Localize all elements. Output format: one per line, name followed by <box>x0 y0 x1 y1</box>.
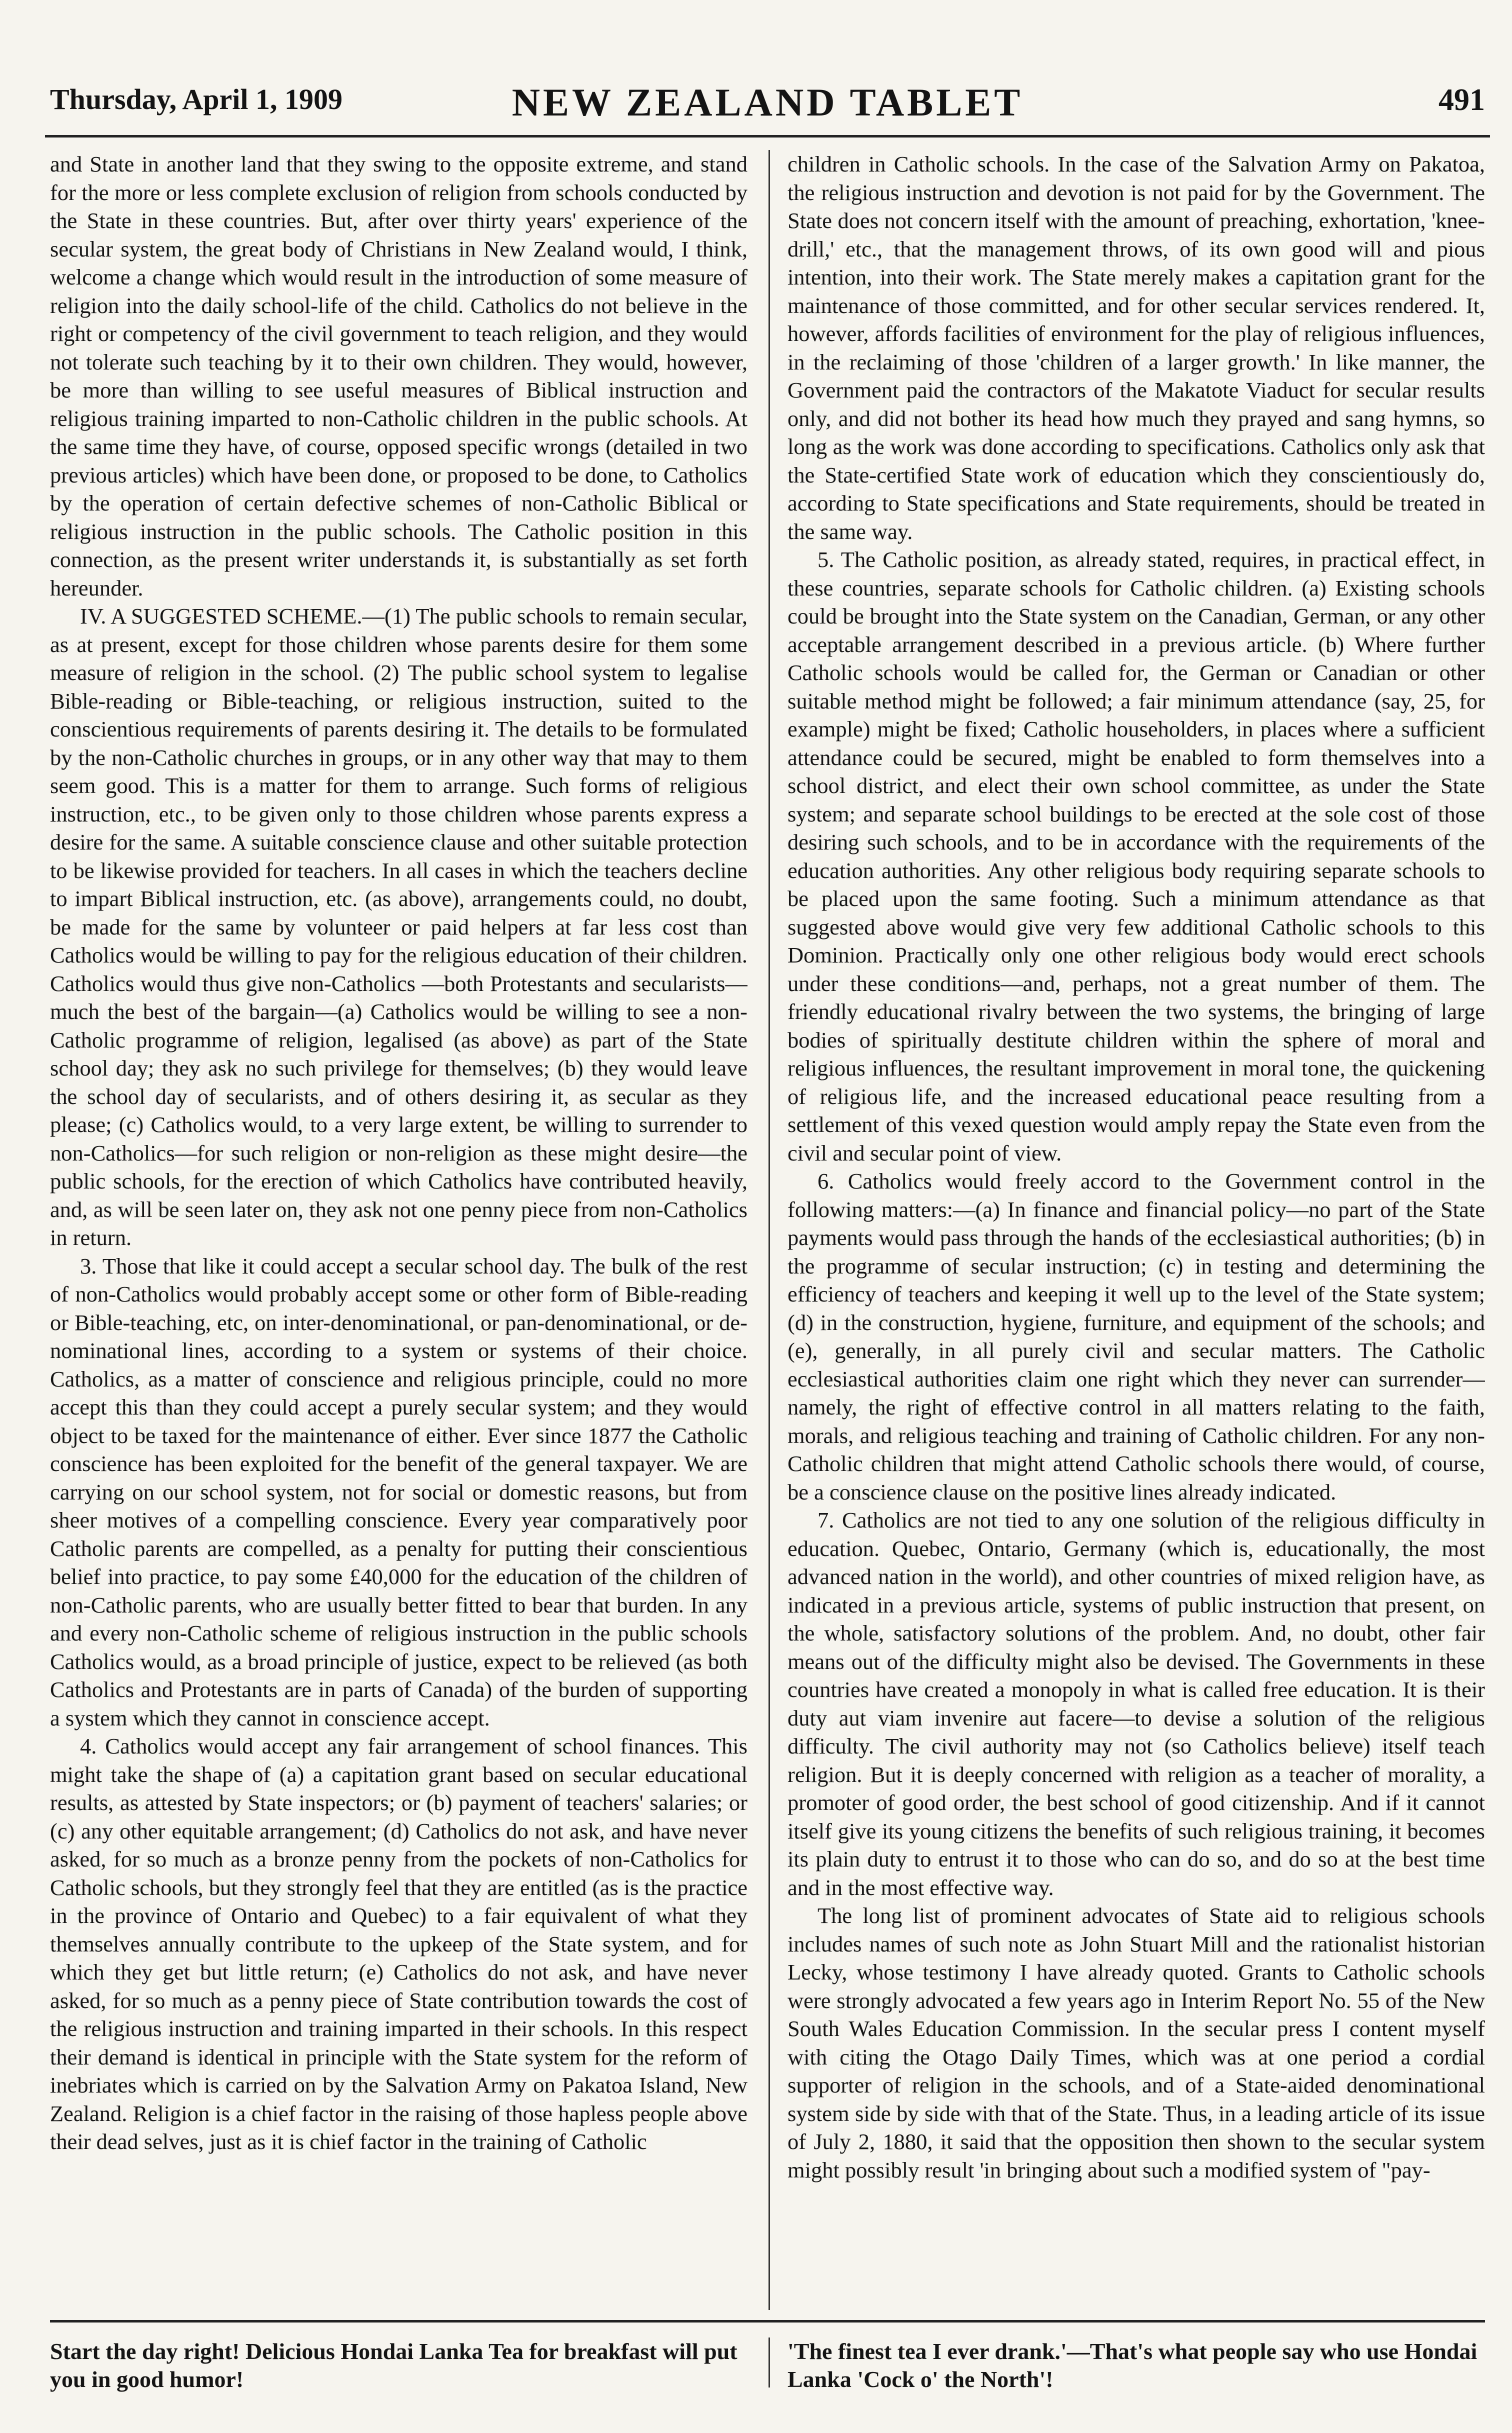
advertisement-strip <box>50 2320 1485 2392</box>
page-number: 491 <box>1438 83 1485 117</box>
masthead <box>45 75 1490 138</box>
left-column <box>50 150 748 2310</box>
paragraph: 6. Catholics would freely accord to the Government control in the following matters:—(a) In finance and financial policy—no part of the State payments would pass through the hands of the ecclesiastical authorities; (b) in the programme of secular instruction; (c) in testing and determining the efficiency of teachers and keeping it well up to the level of the State system; (d) in the construction, hygiene, furniture, and equipment of the schools; and (e), generally, in all purely civil and secular matters. The Catholic ecclesiastical authorities claim one right which they never can surrender—namely, the right of effective control in all matters relating to the faith, morals, and religious teaching and training of Catholic children. For any non-Catholic children that might attend Catholic schools there would, of course, be a conscience clause on the positive lines already indicated. <box>788 1168 1485 1504</box>
paragraph: and State in another land that they swing to the opposite extreme, and stand for the more or less complete exclusion of religion from schools conducted by the State in these countries. But, after over thirty years' experience of the secular system, the great body of Christians in New Zealand would, I think, welcome a change which would result in the introduction of some measure of religion into the daily school-life of the child. Catholics do not believe in the right or competency of the civil government to teach religion, and they would not tolerate such teaching by it to their own children. They would, however, be more than willing to see useful measures of Biblical instruction and religious training imparted to non-Catholic children in the public schools. At the same time they have, of course, opposed specific wrongs (detailed in two previous articles) which have been done, or proposed to be done, to Catholics by the operation of certain defective schemes of non-Catholic Biblical or religious instruction in the public schools. The Catholic position in this connection, as the present writer understands it, is substantially as set forth hereunder. <box>50 152 748 600</box>
paragraph: 7. Catholics are not tied to any one solution of the religious difficulty in education. Quebec, Ontario, Germany (which is, educationally, the most advanced nation in the world), and other countries of mixed religion have, as indicated in a previous article, systems of public instruction that present, on the whole, satisfactory solutions of the problem. And, no doubt, other fair means out of the difficulty might also be devised. The Governments in these countries have created a monopoly in what is called free education. It is their duty aut viam invenire aut facere—to devise a solution of the religious difficulty. The civil authority may not (so Catholics believe) itself teach religion. But it is deeply concerned with religion as a teacher of morality, a promoter of good order, the best school of good citizenship. And if it cannot itself give its young citizens the benefits of such religious training, it becomes its plain duty to entrust it to those who can do so, and do so at the best time and in the most effective way. <box>788 1508 1485 1900</box>
paragraph: The long list of prominent advocates of State aid to religious schools includes names of such note as John Stuart Mill and the rationalist historian Lecky, whose testimony I have already quoted. Grants to Catholic schools were strongly advocated a few years ago in Interim Report No. 55 of the New South Wales Education Commission. In the secular press I content myself with citing the Otago Daily Times, which was at one period a cordial supporter of religion in the schools, and of a State-aided denominational system side by side with that of the State. Thus, in a leading article of its issue of July 2, 1880, it said that the opposition then shown to the secular system might possibly result 'in bringing about such a modified system of "pay- <box>788 1903 1485 2182</box>
paragraph: 4. Catholics would accept any fair arrangement of school finances. This might take the shape of (a) a capitation grant based on secular educational results, as attested by State inspectors; or (b) payment of teachers' salaries; or (c) any other equitable arrangement; (d) Catholics do not ask, and have never asked, for so much as a bronze penny from the pockets of non-Catholics for Catholic schools, but they strongly feel that they are entitled (as is the practice in the province of Ontario and Quebec) to a fair equivalent of what they themselves annually contribute to the upkeep of the State system, and for which they get but little return; (e) Catholics do not ask, and have never asked, for so much as a penny piece of State contribution towards the cost of the religious instruction and training imparted in their schools. In this respect their demand is identical in principle with the State system for the reform of inebriates which is carried on by the Salvation Army on Pakatoa Island, New Zealand. Religion is a chief factor in the raising of those hapless people above their dead selves, just as it is chief factor in the training of Catholic <box>50 1734 748 2154</box>
tea-advertisement-left: Start the day right! Delicious Hondai Lanka Tea for breakfast will put you in good humor! <box>50 2338 738 2392</box>
issue-date: Thursday, April 1, 1909 <box>50 83 342 116</box>
paragraph: 3. Those that like it could accept a secular school day. The bulk of the rest of non-Catholics would probably accept some or other form of Bible-reading or Bible-teaching, etc, on inter-denominational, or pan-denominational, or de-nominational lines, according to a system or systems of their choice. Catholics, as a matter of conscience and religious principle, could no more accept this than they could accept a purely secular system; and they would object to be taxed for the maintenance of either. Ever since 1877 the Catholic conscience has been exploited for the benefit of the general taxpayer. We are carrying on our school system, not for social or domestic reasons, but from sheer motives of a compelling conscience. Every year comparatively poor Catholic parents are compelled, as a penalty for putting their conscientious belief into practice, to pay some £40,000 for the education of the children of non-Catholic parents, who are usually better fitted to bear that burden. In any and every non-Catholic scheme of religious instruction in the public schools Catholics would, as a broad principle of justice, expect to be relieved (as both Catholics and Protestants are in parts of Canada) of the burden of supporting a system which they cannot in conscience accept. <box>50 1253 748 1730</box>
paragraph: 5. The Catholic position, as already stated, requires, in practical effect, in these countries, separate schools for Catholic children. (a) Existing schools could be brought into the State system on the Canadian, German, or any other acceptable arrangement described in a previous article. (b) Where further Catholic schools would be called for, the German or Canadian or other suitable method might be followed; a fair minimum attendance (say, 25, for example) might be fixed; Catholic householders, in places where a sufficient attendance could be secured, might be enabled to form themselves into a school district, and elect their own school committee, as under the State system; and separate school buildings to be erected at the sole cost of those desiring such schools, and to be in accordance with the requirements of the education authorities. Any other religious body requiring separate schools to be placed upon the same footing. Such a minimum attendance as that suggested above would give very few additional Catholic schools to this Dominion. Practically only one other religious body would erect schools under these conditions—and, perhaps, not a great number of them. The friendly educational rivalry between the two systems, the bringing of large bodies of spiritually destitute children within the sphere of moral and religious influences, the resultant improvement in moral tone, the quickening of religious life, and the increased educational peace resulting from a settlement of this vexed question would amply repay the State even from the civil and secular point of view. <box>788 547 1485 1166</box>
tea-advertisement-right: 'The finest tea I ever drank.'—That's what people say who use Hondai Lanka 'Cock o' the North'! <box>788 2338 1478 2392</box>
article-body <box>50 150 1485 2310</box>
paragraph: IV. A SUGGESTED SCHEME.—(1) The public schools to remain secular, as at present, except for those children whose parents desire for them some measure of religion in the school. (2) The public school system to legalise Bible-reading or Bible-teaching, or religious instruction, suited to the conscientious requirements of parents desiring it. The details to be formulated by the non-Catholic churches in groups, or in any other way that may to them seem good. This is a matter for them to arrange. Such forms of religious instruction, etc., to be given only to those children whose parents express a desire for the same. A suitable conscience clause and other suitable protection to be likewise provided for teachers. In all cases in which the teachers decline to impart Biblical instruction, etc. (as above), arrangements could, no doubt, be made for the same by volunteer or paid helpers at far less cost than Catholics would be willing to pay for the religious education of their children. Catholics would thus give non-Catholics —both Protestants and secularists—much the best of the bargain—(a) Catholics would be willing to see a non-Catholic programme of religion, legalised (as above) as part of the State school day; they ask no such privilege for themselves; (b) they would leave the school day of secularists, and of others desiring it, as secular as they please; (c) Catholics would, to a very large extent, be willing to surrender to non-Catholics—for such religion or non-religion as these might desire—the public schools, for the erection of which Catholics have contributed heavily, and, as will be seen later on, they ask not one penny piece from non-Catholics in return. <box>50 604 748 1250</box>
paragraph: children in Catholic schools. In the case of the Salvation Army on Pakatoa, the religious instruction and devotion is not paid for by the Government. The State does not concern itself with the amount of preaching, exhortation, 'knee-drill,' etc., that the management throws, of its own good will and pious intention, into their work. The State merely makes a capitation grant for the maintenance of those committed, and for other secular services rendered. It, however, affords facilities of environment for the play of religious influences, in the reclaiming of those 'children of a larger growth.' In like manner, the Government paid the contractors of the Makatote Viaduct for secular results only, and did not bother its head how much they prayed and sang hymns, so long as the work was done according to specifications. Catholics only ask that the State-certified State work of education which they conscientiously do, according to State specifications and State requirements, should be treated in the same way. <box>788 152 1485 544</box>
publication-title: NEW ZEALAND TABLET <box>512 80 1024 124</box>
column-divider <box>768 150 770 2310</box>
footer-divider <box>768 2338 770 2388</box>
right-column <box>788 150 1485 2310</box>
